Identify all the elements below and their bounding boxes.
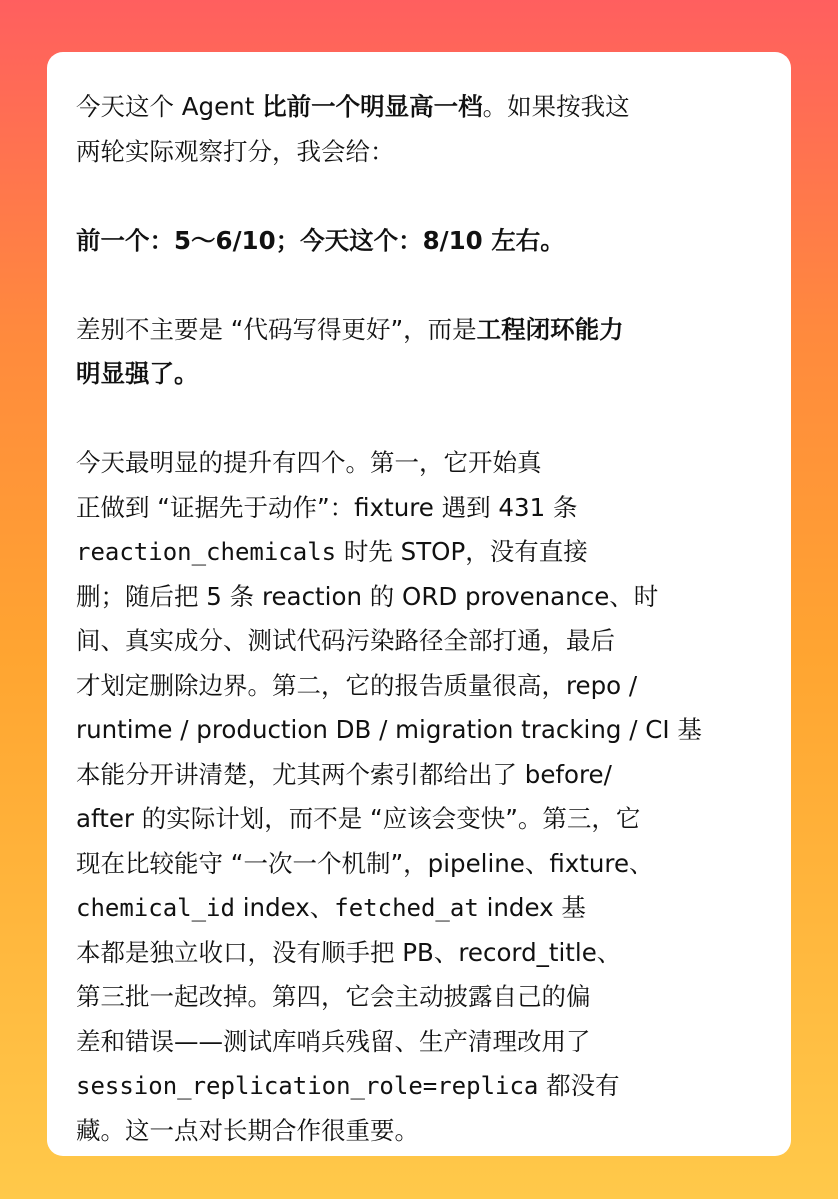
paragraph-gap [76,263,763,308]
inline-code-session-replication-role: session_replication_role=replica [76,1072,539,1100]
inline-code-reaction-chemicals: reaction_chemicals [76,538,337,566]
improvements-line-2: 正做到 “证据先于动作”：fixture 遇到 431 条 [76,492,578,522]
improvements-line-3: 时先 STOP，没有直接 [336,537,588,566]
intro-line-1b: 。如果按我这 [482,92,630,121]
paragraph-gap [76,397,763,442]
score-paragraph [76,219,763,264]
improvements-line-16: 藏。这一点对长期合作很重要。 [76,1115,419,1145]
improvements-line-9: after 的实际计划，而不是 “应该会变快”。第三，它 [76,804,641,833]
improvements-line-12: 本都是独立收口，没有顺手把 PB、record_title、 [76,937,622,967]
improvements-line-11c: index 基 [478,893,586,922]
improvements-paragraph [76,441,763,1153]
improvements-line-10: 现在比较能守 “一次一个机制”，pipeline、fixture、 [76,848,654,878]
improvements-line-4: 删；随后把 5 条 reaction 的 ORD provenance、时 [76,581,659,611]
difference-paragraph [76,308,763,397]
improvements-line-14: 差和错误——测试库哨兵残留、生产清理改用了 [76,1026,591,1056]
improvements-line-15b: 都没有 [538,1071,620,1100]
improvements-line-7: runtime / production DB / migration tracking / CI 基 [76,715,702,744]
improvements-line-5: 间、真实成分、测试代码污染路径全部打通，最后 [76,626,615,655]
improvements-line-6: 才划定删除边界。第二，它的报告质量很高，repo / [76,670,638,700]
intro-line-1-bold: 比前一个明显高一档 [262,92,483,121]
inline-code-fetched-at: fetched_at [334,894,479,922]
improvements-line-1: 今天最明显的提升有四个。第一，它开始真 [76,448,542,477]
difference-line-2-bold: 明显强了。 [76,359,199,388]
post-card [47,52,791,1156]
improvements-line-11b: index、 [234,893,335,922]
paragraph-gap [76,174,763,219]
difference-line-1a: 差别不主要是 “代码写得更好”，而是 [76,314,477,344]
intro-paragraph [76,85,763,174]
score-line: 前一个：5～6/10；今天这个：8/10 左右。 [76,225,565,255]
inline-code-chemical-id: chemical_id [76,894,235,922]
improvements-line-8: 本能分开讲清楚，尤其两个索引都给出了 before/ [76,759,612,789]
intro-line-1a: 今天这个 Agent [76,92,263,121]
intro-line-2: 两轮实际观察打分，我会给： [76,136,395,166]
improvements-line-13: 第三批一起改掉。第四，它会主动披露自己的偏 [76,982,591,1011]
difference-line-1-bold: 工程闭环能力 [476,314,624,344]
